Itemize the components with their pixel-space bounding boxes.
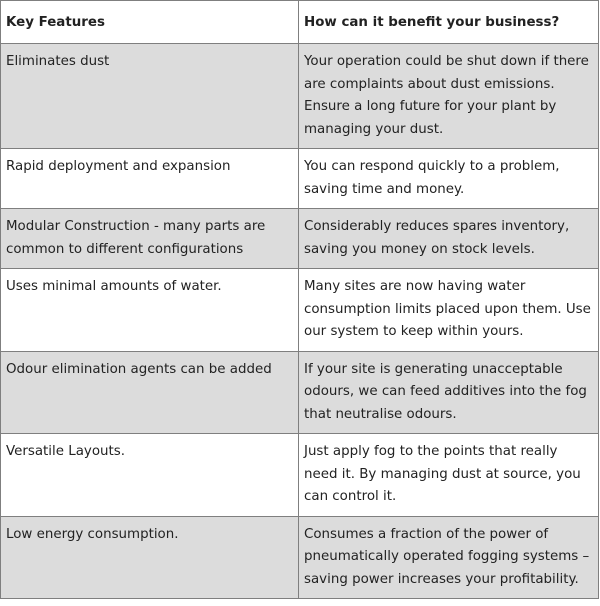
table-row	[1, 351, 599, 434]
table-row	[1, 149, 599, 209]
feature-cell: Eliminates dust	[1, 44, 299, 149]
feature-cell: Modular Construction - many parts are common to different configurations	[1, 209, 299, 269]
feature-cell: Rapid deployment and expansion	[1, 149, 299, 209]
benefit-cell: Just apply fog to the points that really need it. By managing dust at source, you can control it.	[299, 434, 599, 517]
header-key-features: Key Features	[1, 1, 299, 44]
feature-cell: Versatile Layouts.	[1, 434, 299, 517]
feature-cell: Uses minimal amounts of water.	[1, 269, 299, 352]
header-row	[1, 1, 599, 44]
header-business-benefit: How can it benefit your business?	[299, 1, 599, 44]
table-row	[1, 209, 599, 269]
benefit-cell: You can respond quickly to a problem, saving time and money.	[299, 149, 599, 209]
benefit-cell: If your site is generating unacceptable odours, we can feed additives into the fog that neutralise odours.	[299, 351, 599, 434]
feature-cell: Odour elimination agents can be added	[1, 351, 299, 434]
table-row	[1, 44, 599, 149]
benefit-cell: Consumes a fraction of the power of pneumatically operated fogging systems – saving power increases your profitability.	[299, 516, 599, 599]
benefit-cell: Many sites are now having water consumption limits placed upon them. Use our system to keep within yours.	[299, 269, 599, 352]
benefit-cell: Your operation could be shut down if there are complaints about dust emissions. Ensure a long future for your plant by managing your dust.	[299, 44, 599, 149]
table-row	[1, 516, 599, 599]
table-row	[1, 434, 599, 517]
table-row	[1, 269, 599, 352]
feature-cell: Low energy consumption.	[1, 516, 299, 599]
benefit-cell: Considerably reduces spares inventory, saving you money on stock levels.	[299, 209, 599, 269]
